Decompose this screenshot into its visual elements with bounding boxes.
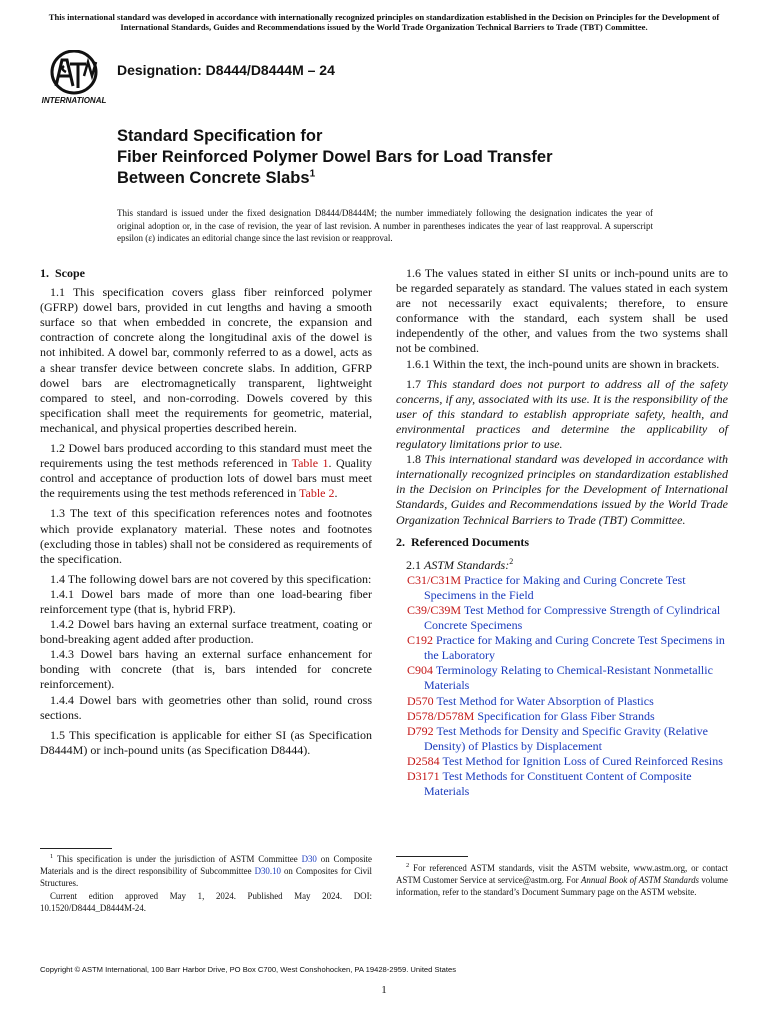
ref-code-link[interactable]: D792 [407,723,434,738]
ref-code-link[interactable]: D3171 [407,769,440,783]
ref-title-link[interactable]: Terminology Relating to Chemical-Resistant Nonmetallic Materials [424,663,713,693]
paragraph-1-4: 1.4 The following dowel bars are not covered by this specification: [50,571,372,586]
ref-code-link[interactable]: D578/D578M [407,708,475,723]
ref-title-link[interactable]: Test Method for Ignition Loss of Cured Reinforced Resins [442,753,723,768]
committee-d30-link[interactable]: D30 [301,854,317,864]
title-line-2: Fiber Reinforced Polymer Dowel Bars for Load Transfer [117,148,553,167]
paragraph-2-1: 2.1 ASTM Standards:$^2$ [406,556,514,572]
ref-title-link[interactable]: Specification for Glass Fiber Strands [477,708,655,723]
title-line-1: Standard Specification for [117,127,323,145]
ref-code-link[interactable]: D2584 [407,753,440,768]
footnote-divider-right [396,856,468,857]
footnote-2-text: $^2$ For referenced ASTM standards, visit the ASTM website, www.astm.org, or contact ASTM Customer Service at service@astm.org. For Annual Book of ASTM Standards volume information, refer to the standard’s Document Summary page on the ASTM website. [396,862,729,898]
ref-code-link[interactable]: C192 [407,633,434,648]
paragraph-1-5: 1.5 This specification is applicable for either SI (as Specification D8444M) or inch-pound units (as Specification D8444). [40,727,372,757]
paragraph-1-6-1: 1.6.1 Within the text, the inch-pound units are shown in brackets. [406,356,720,371]
paragraph-1-4-2: 1.4.2 Dowel bars having an external surface treatment, coating or bond-breaking agent added after production. [40,617,372,647]
ref-item [396,603,728,633]
title-line-3: Between Concrete Slabs$^1$ [117,168,316,188]
ref-item [396,573,728,603]
footnote-divider-left [40,848,112,849]
right-column [396,266,728,799]
ref-title-link[interactable]: Practice for Making and Curing Concrete Test Specimens in the Laboratory [424,633,725,663]
title-footnote-mark[interactable]: 1 [309,168,316,180]
logo-text: INTERNATIONAL [41,96,107,105]
paragraph-1-2: 1.2 Dowel bars produced according to this standard must meet the requirements using the test methods referenced in Table 1. Quality control and acceptance of production lots of dowel bars must meet the requirements using the test methods referenced in Table 2. [40,441,373,501]
paragraph-1-4-1: 1.4.1 Dowel bars made of more than one load-bearing fiber reinforcement type (that is, hybrid FRP). [40,586,372,616]
footnote-2 [396,862,728,899]
ref-code-link[interactable]: C31/C31M [407,572,462,587]
footnote-1-edition: Current edition approved May 1, 2024. Published May 2024. DOI: 10.1520/D8444_D8444M-24. [40,890,372,913]
document-title [117,126,553,189]
designation-note: This standard is issued under the fixed designation D8444/D8444M; the number immediately following the designation indicates the year of original adoption or, in the case of revision, the year of last revision. A number in parentheses indicates the year of last reapproval. A superscript epsilon (ε) indicates an editorial change since the last revision or reapproval. [117,208,653,244]
ref-code-link[interactable]: D570 [407,693,434,708]
table-2-link[interactable]: Table 2 [299,486,335,501]
section-heading-scope: 1. Scope [40,266,85,280]
paragraph-1-6: 1.6 The values stated in either SI units or inch-pound units are to be regarded separately as standard. The values stated in each system are not necessarily exact equivalents; therefore, to ensure conformance with the standard, each system shall be used independently of the other, and values from the two systems shall not be combined. [396,266,728,356]
ref-title-link[interactable]: Test Method for Compressive Strength of Cylindrical Concrete Specimens [424,602,721,633]
paragraph-1-4-3: 1.4.3 Dowel bars having an external surface enhancement for bonding with concrete (that is, bars intended for concrete reinforcement). [40,647,372,692]
copyright-notice: Copyright © ASTM International, 100 Barr Harbor Drive, PO Box C700, West Conshohocken, PA 19428-2959. United States [40,965,457,974]
ref-item [396,694,728,709]
ref-title-link[interactable]: Test Method for Water Absorption of Plastics [436,693,654,708]
paragraph-1-1: 1.1 This specification covers glass fiber reinforced polymer (GFRP) dowel bars, provided in cut lengths and having a smooth surface so that when embedded in concrete, the expansion and contraction of concrete along the longitudinal axis of the dowel is not inhibited. A dowel bar, commonly referred to as a dowel, acts as a shear transfer device between concrete slabs. In addition, GFRP dowel bars are electromagnetically transparent, lightweight compared to steel, and non-corroding. Dowels covered by this specification shall meet the requirements for geometric, material, mechanical, and physical properties described herein. [40,285,372,435]
ref-item [396,633,728,663]
ref-item [396,724,728,754]
paragraph-1-7: 1.7 This standard does not purport to address all of the safety concerns, if any, associated with its use. It is the responsibility of the user of this standard to establish appropriate safety, health, and environmental practices and determine the applicability of regulatory limitations prior to use. [396,376,728,452]
ref-item [396,754,728,769]
table-1-link[interactable]: Table 1 [291,456,329,471]
ref-title-link[interactable]: Test Methods for Density and Specific Gravity (Relative Density) of Plastics by Displacement [424,723,708,753]
page-number: 1 [381,984,387,996]
footnote-1-text: $^1$ This specification is under the jurisdiction of ASTM Committee D30 on Composite Materials and is the direct responsibility of Subcommittee D30.10 on Composites for Civil Structures. [40,853,373,889]
paragraph-1-8: 1.8 This international standard was developed in accordance with internationally recognized principles on standardization established in the Decision on Principles for the Development of International Standards, Guides and Recommendations issued by the World Trade Organization Technical Barriers to Trade (TBT) Committee. [396,452,729,527]
designation: Designation: D8444/D8444M – 24 [117,62,335,78]
ref-item [396,709,728,724]
footnote-1 [40,853,372,914]
left-column [40,266,372,763]
section-heading-referenced-documents: 2. Referenced Documents [396,534,530,549]
astm-international-logo [40,50,110,106]
ref-item [396,663,728,693]
paragraph-1-4-4: 1.4.4 Dowel bars with geometries other than solid, round cross sections. [40,692,372,722]
ref-code-link[interactable]: C39/C39M [407,602,462,617]
ref-title-link[interactable]: Practice for Making and Curing Concrete Test Specimens in the Field [424,572,686,602]
paragraph-1-3: 1.3 The text of this specification references notes and footnotes which provide explanatory material. These notes and footnotes (excluding those in tables) shall not be considered as requirements of the specification. [40,506,372,566]
top-notice: This international standard was developed in accordance with internationally recognized principles on standardization established in the Decision on Principles for the Development of International Standards, Guides and Recommendations issued by the World Trade Organization Technical Barriers to Trade (TBT) Committee. [48,12,720,33]
subcommittee-d30-10-link[interactable]: D30.10 [254,866,281,877]
ref-title-link[interactable]: Test Methods for Constituent Content of Composite Materials [424,769,692,799]
referenced-standards-list [396,573,728,799]
ref-code-link[interactable]: C904 [407,663,434,678]
ref-item [396,769,728,799]
